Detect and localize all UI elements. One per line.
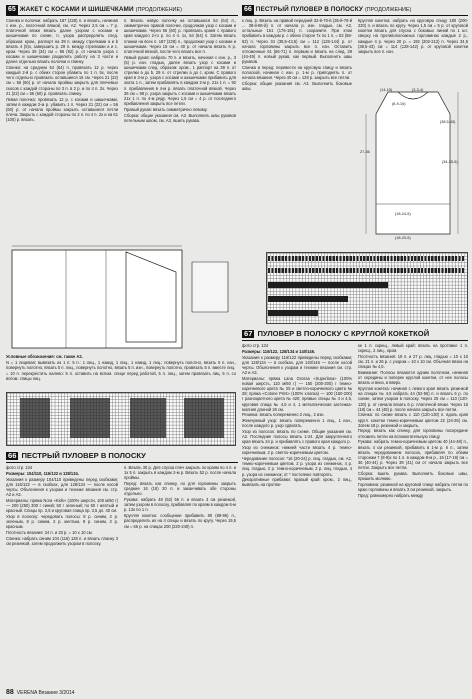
paragraph: п. Вязать 30 р. Для спуска плеч закрыть по краям по 4 п. и 1х 5 п. закрыть в каждом 2-м р. Вязать 52 р. после начала проймы. xyxy=(124,465,236,481)
legend-title: Условные обозначения: см. также А2. xyxy=(6,354,83,359)
stripe-row xyxy=(268,268,464,273)
sec66-cont-column-2 xyxy=(358,18,468,80)
stripe-row xyxy=(268,296,348,302)
paragraph: Спинка: набрать синим 104 (116) 128 п. и вязать планку 3 см резинкой, затем продолжить узором в полоску. xyxy=(6,535,118,546)
chart-pattern-block xyxy=(20,398,50,438)
paragraph: Плотность вязания: 24 п. и 33 р. = 10 х 10 см. xyxy=(6,529,93,535)
sec66-cont-column-1 xyxy=(242,18,352,268)
paragraph: Узор в полоску: чередовать полосы: 8 р. синим, 2 р. зеленым, 8 р. синим, 2 р. желтым, 8 р. синим, 2 р. красным. xyxy=(6,513,118,530)
header-rule xyxy=(242,340,468,341)
header-rule xyxy=(242,15,468,16)
paragraph: Чередование полосок: *16 (20-24) р. лиц. гладью, см. А2, темно-коричневым цветом, 2 р. узора из снежинок, 4 р. лиц. гладью, 2 р. темно-коричневым, 2 р. лиц. гладью, 4 р. узора из снежинок; от * постоянно повторять. xyxy=(242,456,352,477)
paragraph: п. Вязать новую полочку на оставшихся 54 (64) п., симметрично правой полочке, продолжая узор с косами и шишечками. Через 56 (60) р. провязать краев с правого края каждого 2-го р. по 4 п. 1х, 54 (64) п. Затем вязать планки на всех п. 187 (228) п., продолжая узор с косами и шишечками. Через 15 см = 40 р. от начала вязать 6 р. платочной вязкой, после чего вязать все п. xyxy=(124,18,236,54)
paragraph: Сборка: вшить рукава. Выполнить боковые швы, пришить молнию. xyxy=(358,470,468,482)
chart-pattern-block xyxy=(130,398,166,438)
section-number: 67 xyxy=(244,329,253,338)
section-subtitle: (ПРОДОЛЖЕНИЕ) xyxy=(135,6,182,13)
paragraph: Сборка: общие указания см. А3. Выполнить боковые швы. xyxy=(242,81,352,92)
stripe-row xyxy=(268,256,464,261)
jacket-schematic xyxy=(6,242,238,352)
paragraph: Указания к размеру 104/110 приведены перед скобками; для 116/122 — в скобках, для 128/134 — после косой черты. Объяснения к узорам и технике вязания см. стр. А2 и А3. xyxy=(6,476,118,497)
legend-item: N = 1 лицевая; вывязать из 1 п. 5 п.: 1 лиц., 1 накид, 1 лиц., 1 накид, 1 лиц.; повернуть полотно, вязать 5 п. изн., повернуть полотно, вязать 5 п. лиц., повернуть полотно, вязать 5 п. изн., повернуть полотно, провязать 5 п. вместе лиц. xyxy=(6,359,236,370)
paragraph: Узор из снежинок: нижней части вязать 4 р. темно-коричневым, 2 р. светло-коричневым цветом. xyxy=(242,445,352,456)
paragraph: Узор из полосок: вязать по схеме. Общие указания см. А2. Последние полосы вязать 1-24. Для закругленного края вязать 24 р. и прибавлять с правого края каждого р. xyxy=(242,429,352,445)
paragraph: к лиц. р. Вязать на правой передней 32-й-70-й (35-й-78-й ... 38-й-86-й) п. от начала р. изн. гладью, см. А2, остальные 161 (176-191) п. сохраните. При этом прибавить в каждом р. с обеих сторон 7х по 1 п. = 53 (58-63) п. Через 34 (38,5-43,5) см = 112 (128-144) р. от начала горловины закрыть все п. изн. Оставить отложенные 61 (66-71) п. первым и вязать на след. 39 (44-49) п. новый рукав, как первый. Выполнить швы рукавов. xyxy=(242,18,352,65)
paragraph: Правый рукав: вязать симметрично левому. xyxy=(124,106,208,112)
paragraph: Спинка и полочки: набрать 187 (228) п. и вязать, начиная с изн. р., платочной вязкой, см. А2. Через 2,5 см = 7 р. платочной вязки вязать далее узором с косами и шишечками по схеме, п. узора распределить след. образом: кром., раппорт на 39 п. между стрелками а и b вязать 4 (5)х, завершить р. 29 п. между стрелками a и c, кром. Через 35 (34) см = 96 (92) р. от начала узора с косами и шишечками разделить работу на 3 части и далее отдельно вязать полочки и спинку. xyxy=(6,18,118,65)
paragraph: Горловина: резинкой на круговой спице набрать петли по краю горловины и вязать 3 см резинкой, закрыть. xyxy=(358,481,468,492)
section-65-header xyxy=(6,4,236,15)
paragraph: Рукава: набрать темно-коричневым цветом 40 (44-48) п., вязать 4 см резинкой, прибавить в 1-м р. 6 п., затем вязать чередованием полосок, прибавляя по обеим сторонам 7 (8-9)х по 1 п. в каждом 8-м р., 15 (17-19) см = 36 (40-44) р. Через 39 (41) см от начала закрыть все петли. Закрыть все петли. xyxy=(358,439,468,471)
section-number: 66 xyxy=(244,5,252,13)
photo-ref: фото стр. 134 xyxy=(6,465,33,470)
chart-pattern-block xyxy=(184,398,224,438)
paragraph: Жемчужный узор: вязать попеременно 1 лиц., 1 изн., после каждого р. узор сдвигать. xyxy=(242,418,352,429)
schematic-label: 27-36 xyxy=(360,150,370,154)
schematic-label: (3-3-4) xyxy=(412,88,424,92)
section-66-continued-header xyxy=(242,4,470,15)
section-subtitle: (ПРОДОЛЖЕНИЕ) xyxy=(365,6,412,13)
photo-ref: фото стр. 134 xyxy=(242,343,269,348)
paragraph: Кругляя кокетка: сообщение прибавить 80 (88-96) п., распределить их на 4 спицы и вязать по кругу. Через 19,5 см = 66 р. на спицах 200 (220-240) п. xyxy=(124,513,236,529)
paragraph: Перед: вязать как спинку, но для горловины закрыть средние 16 (18) 20 п. и заканчивать обе стороны отдельно. xyxy=(124,481,236,497)
sec66-column-2 xyxy=(124,465,236,685)
paragraph: ке 1 п. скрещ., левый край: вязать на протяжке 1 п. скрещ., 2 лиц., кром. xyxy=(358,343,468,354)
section-title: ПЕСТРЫЙ ПУЛОВЕР В ПОЛОСКУ xyxy=(255,6,363,13)
section-number: 66 xyxy=(8,451,17,460)
paragraph: Спинка: на среднем 54 (64) п. провязать 12 р. через каждый 2-й р. с обеих сторон убавить по 1 п. 5х, после чего отдельно провязать оставшиеся 16 см. Через 21 (22) см = 56 (60) р. от начала проймы закрыть для плечевых скосов с каждой стороны по 3 п. в 2 р. и по 4 п. 2х. Через 21 (22) см = 56 (60) р. провязать спинку. xyxy=(6,65,118,96)
paragraph: Указания к размеру 116/122 приведены перед скобками; для 128/134 — в скобках, для 140/146 — после косой черты. Объяснения к узорам и технике вязания см. стр. А2 и А3. xyxy=(242,354,352,375)
pullover-schematic xyxy=(358,84,468,244)
section-title: ПЕСТРЫЙ ПУЛОВЕР В ПОЛОСКУ xyxy=(21,451,146,460)
schematic-label: (18-20-5) xyxy=(395,236,411,240)
header-rule xyxy=(6,15,238,16)
paragraph: Материалы: пряжа Lana Grossa «Superlana» (100% новая шерсть, 110 м/50 г) — 150 (200-200) г темно-коричневого цвета № 25 и светло-коричневого цвета № 29; пряжа «Cotone Print» (100% хлопка) — 100 (150-200) г разноцветного цвета № 420; прямые спицы № 4 и 4,5, круговая спица № 4,5 и 4, 1 металлическая застежка-молния длиной 26 см. xyxy=(242,375,352,412)
paragraph: Рукава: набрать 48 (52) 56 п. и вязать 3 см резинкой, затем узором в полоску, прибавляя по краям в каждом 6-м р. 13х по 1 п. xyxy=(124,497,236,513)
stripe-row xyxy=(268,282,388,288)
paragraph: Левая полочка: провязать 12 р. с косами и шишечками, затем в каждом 2-м р. убавить 1 п. Через 21 (22) см = 56 (60) р. от начала проймы закрыть оставшиеся петли плеча. Закрыть с каждой стороны по 3 п. по 4 п. 2х и на 61 (100) р. вязать. xyxy=(6,96,118,123)
schematic-label: (18-24-5) xyxy=(395,212,411,216)
paragraph: Декоративные прибавки: правый край: кром., 2 лиц., вывязать на протяж- xyxy=(242,477,352,488)
schematic-label: (38,5-43) xyxy=(440,120,456,124)
paragraph: Размеры: 104/110, 116/122 и 128/134. xyxy=(6,470,79,476)
schematic-label: (8-9-10) xyxy=(392,102,406,106)
section-66-header xyxy=(6,452,238,460)
legend xyxy=(6,354,236,388)
paragraph: Материалы: пряжа Nora «Kids» (100% шерсти, 100 м/50 г) — 200 (250) 300 г синий; 50 г зеленый; по 50 г желтый и красный. Спицы пр. 3,5 и круговая спица пр. 3,5 дл. 40 см. xyxy=(6,497,118,514)
paragraph: Круглая кокетка: начиная с левого края вязать резинкой на спицах № 4,5 набрать 44 (52-56) п. и вязать 6 р. по схеме, затем узором в полоску. Через 25 см = 110 (120-130) р. от начала вязать 6 р. платочной вязки. Через 16 (18) см = 44 (48) р. после начала закрыть все петли. xyxy=(358,386,468,412)
paragraph: Спинка: по схеме вязать с 110 (120-130) п. вдоль края кругл. кокетки темно-коричневым цветом 22 (24-26) см. Затем 18 р. резинкой и закрыть. xyxy=(358,412,468,428)
section-67-header xyxy=(242,330,470,338)
sec67-column-1 xyxy=(242,343,352,685)
sec65-column-1 xyxy=(6,18,118,250)
stripe-row xyxy=(268,310,318,316)
paragraph: Кругляя кокетка: набрать на круговую спицу 180 (200-220) п. и вязать по кругу. Через 1,5 см = 5 р. от круговой кокетки вязать для спуска с боковых линий по 1 шт. сверху на противоположных горловинах каждые 2 р., каждые 4 р. через 20 р. = 192 (202-212) п. Через 34,5 (38,5-43) см = 114 (128-142) р. от круговой кокетки закрыть все п. изн. xyxy=(358,18,468,54)
page-number: 88 xyxy=(6,689,14,696)
sec66-column-1 xyxy=(6,465,118,685)
paragraph: Спинка и перед: перевести на круговую спицу и вязать полоской, начиная с изн. р. 1-м р. приподнять п. от начала вязания. Через 40 см = 128 р. закрыть все петли. xyxy=(242,65,352,81)
page-footer xyxy=(6,688,206,697)
chart-pattern-block xyxy=(70,398,110,438)
paragraph: Размеры: 116/122, 128/134 и 140/146. xyxy=(242,348,316,354)
paragraph: Резинка: вязать попеременно 2 лиц., 2 изн. xyxy=(242,412,325,418)
sec65-column-2 xyxy=(124,18,236,250)
paragraph: Сборка: общие указания см. А3. Выполнить швы рукавов петельным швом, см. А3, вшить рукава. xyxy=(124,112,236,123)
paragraph: Плотность вязания: 19 п. и 27 р. лиц. гладью = 10 х 10 см, 21 п. и 26 р. с узором = 10 х 10 см. Обычная вязка на спицах № 4,5. xyxy=(358,353,468,370)
magazine-name: VERENA Вязание 3/2014 xyxy=(16,689,75,696)
header-rule xyxy=(6,462,238,463)
paragraph: Пред: равномерно набрать между xyxy=(358,492,424,498)
section-number: 65 xyxy=(8,5,16,13)
paragraph: Левый рукав: набрать 70 п. и вязать, начиная с изн. р., 3 (5) р. изн. гладью, далее вязать узор с косами и шишечками след. образом: кром., 1 раппорт на 39 п. от стрелки а до b, 29 п. от стрелки a до c, кром. С правого края в 3-м р. узора с косами и шишечками прибавить для оката 1 п., затем прибавлять в каждом 2-м р. 21х 1 п. = 92 п. прибавления в 4-м р. вязать платочной вязкой. Через 36 см = 98 р. узора закрыть с косами и шишечками вязать 21х 1 п. по 4-м ряду. Через 1,5 см = 4 р. от последнего прибавления закрыть все петли. xyxy=(124,54,236,107)
legend-item: = 10 п. перекрестить налево: 5 п. оставить на вспом. спице перед работой, 5 п. лиц., затем провязать лиц. 5 п. со вспом. спицы лиц. xyxy=(6,370,236,381)
schematic-label: (34-35-5) xyxy=(442,160,458,164)
paragraph: Внимание: Полосы вязаются одним полотном, начиная от середины и поперек круглой кокетки, от нее полосы вязать и вниз, и вверх. xyxy=(358,369,468,386)
section-title: ЖАКЕТ С КОСАМИ И ШИШЕЧКАМИ xyxy=(19,6,134,13)
section-title: ПУЛОВЕР В ПОЛОСКУ С КРУГЛОЙ КОКЕТКОЙ xyxy=(257,329,430,338)
schematic-label: (14-15) xyxy=(380,88,393,92)
paragraph: Перед: вязать как спинку, для горловины посередине отложить петли на вспомогательную спицу. xyxy=(358,428,468,439)
sec67-column-2 xyxy=(358,343,468,685)
